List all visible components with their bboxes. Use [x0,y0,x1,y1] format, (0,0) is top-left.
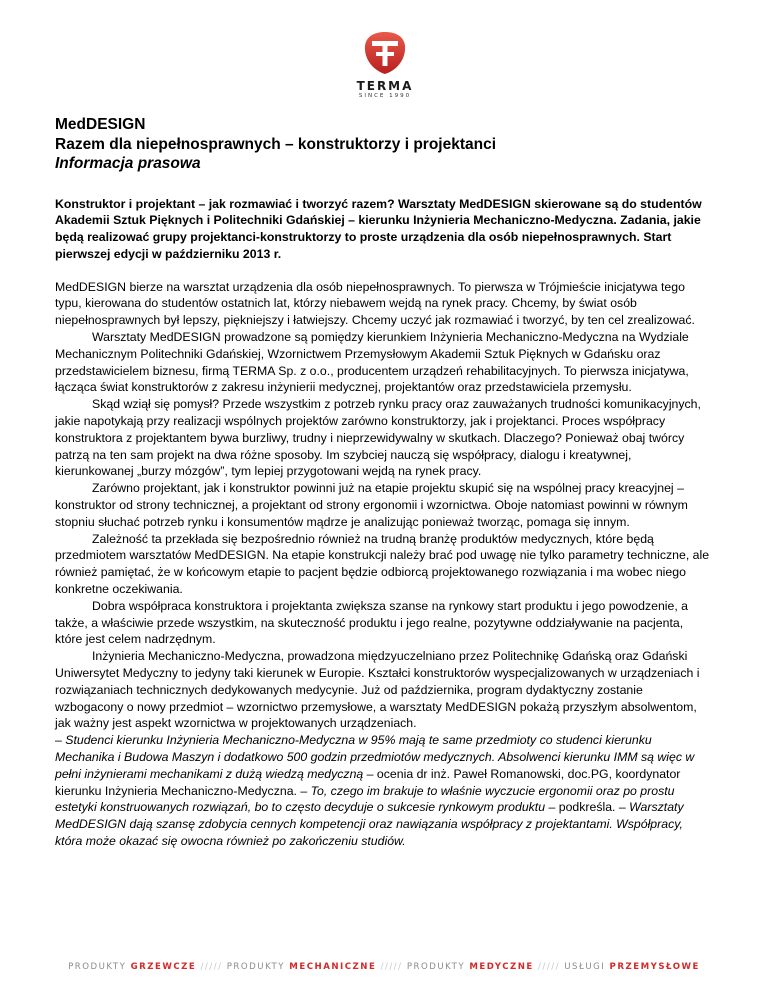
doc-type: Informacja prasowa [55,155,201,172]
attribution-2: – podkreśla. – [545,800,630,815]
footer-przemyslowe: PRZEMYSŁOWE [609,962,700,972]
footer-sep-1: ///// [200,962,223,972]
footer-sep-2: ///// [380,962,403,972]
paragraph-4: Zarówno projektant, jak i konstruktor powinni już na etapie projektu skupić się na wspólnej pracy kreacyjnej – konstruktor od strony technicznej, a projektant od strony ergonomii i wzornictwa. Oboje natomiast powinni w równym stopniu słuchać potrzeb rynku i konsumentów mądrze je analizując ponieważ tworząc, pomaga się innym. [55,481,688,529]
terma-logo [330,30,440,106]
quote-2: To, czego im brakuje to właśnie wyczucie ergonomii oraz po prostu estetyki konstruowanych rozwiązań, bo to często decyduje o sukcesie rynkowym produktu [55,783,675,815]
footer-medyczne: MEDYCZNE [469,962,534,972]
paragraph-5: Zależność ta przekłada się bezpośrednio również na trudną branżę produktów medycznych, które będą przedmiotem warsztatów MedDESIGN. Na etapie konstrukcji należy brać pod uwagę nie tylko parametry techniczne, ale również pamiętać, że w końcowym etapie to pacjent będzie odbiorcą projektowanego rozwiązania i ma wobec niego konkretne oczekiwania. [55,531,710,597]
footer-produkty-1: PRODUKTY [68,962,127,972]
paragraph-8 [55,732,713,850]
quote-3: Warsztaty MedDESIGN dają szansę zdobycia cennych kompetencji oraz nawiązania współpracy z projektantami. Współpracy, która może okazać się owocna również po zakończeniu studiów. [55,800,684,848]
footer-sep-3: ///// [538,962,561,972]
logo-since: SINCE 1990 [358,93,412,99]
footer-produkty-2: PRODUKTY [226,962,286,972]
paragraph-1: MedDESIGN bierze na warsztat urządzenia dla osób niepełnosprawnych. To pierwsza w Trójmieście inicjatywa tego typu, kierowana do studentów ostatnich lat, którzy niebawem wejdą na rynek pracy. Chcemy, by świat osób niepełnosprawnych był lepszy, piękniejszy i łatwiejszy. Chcemy uczyć jak rozmawiać i tworzyć, by ten cel zrealizować. [55,279,695,328]
footer-tagline [0,962,768,972]
footer-grzewcze: GRZEWCZE [130,962,197,972]
footer-uslugi: USŁUGI [564,962,606,972]
footer-produkty-3: PRODUKTY [406,962,466,972]
body-text [55,279,713,850]
paragraph-3: Skąd wziął się pomysł? Przede wszystkim z potrzeb rynku pracy oraz zauważanych trudności komunikacyjnych, jakie napotykają przy realizacji wspólnych projektów zarówno konstruktorzy, jak i projektanci. Proces współpracy konstruktora z projektantem bywa burzliwy, trudny i nieprzewidywalny w skutkach. Dlaczego? Ponieważ obaj twórcy patrzą na ten sam projekt na dwa różne sposoby. Im szybciej nauczą się współpracy, dialogu i kreatywnej, kierunkowanej „burzy mózgów”, tym lepiej przygotowani wejdą na rynek pracy. [55,397,701,479]
press-release [55,115,713,850]
paragraph-6: Dobra współpraca konstruktora i projektanta zwiększa szanse na rynkowy start produktu i jego powodzenie, a także, a właściwie przede wszystkim, na skuteczność produktu i jego realne, pozytywne oddziaływanie na pacjenta, które jest celem nadrzędnym. [55,598,689,647]
doc-subtitle: Razem dla niepełnosprawnych – konstruktorzy i projektanci [55,135,497,153]
footer-mechaniczne: MECHANICZNE [289,962,377,972]
logo-wordmark: TERMA [356,79,414,93]
terma-shield-icon [362,30,408,76]
doc-title: MedDESIGN [55,116,146,133]
paragraph-7: Inżynieria Mechaniczno-Medyczna, prowadzona międzyuczelniano przez Politechnikę Gdańską oraz Gdański Uniwersytet Medyczny to jedyny taki kierunek w Europie. Kształci konstruktorów wyspecjalizowanych w urządzeniach i rozwiązaniach technicznych dedykowanych medycynie. Już od października, program dydaktyczny zostanie wzbogacony o nowy przedmiot – wzornictwo przemysłowe, a warsztaty MedDESIGN pokażą przyszłym absolwentom, jak ważny jest aspekt wzornictwa w projektowanych urządzeniach. [55,649,700,731]
paragraph-2: Warsztaty MedDESIGN prowadzone są pomiędzy kierunkiem Inżynieria Mechaniczno-Medyczna na Wydziale Mechanicznym Politechniki Gdańskiej, Wzornictwem Przemysłowym Akademii Sztuk Pięknych w Gdańsku oraz przedstawicielem biznesu, firmą TERMA Sp. z o.o., producentem urządzeń rehabilitacyjnych. To pierwsza inicjatywa, łącząca świat konstruktorów z zakresu inżynierii medycznej, projektantów oraz przedstawiciela przemysłu. [55,330,689,395]
lead-paragraph: Konstruktor i projektant – jak rozmawiać i tworzyć razem? Warsztaty MedDESIGN skierowane są do studentów Akademii Sztuk Pięknych i Politechniki Gdańskiej – kierunku Inżynieria Mechaniczno-Medyczna. Zadania, jakie będą realizować grupy projektanci-konstruktorzy to proste urządzenia dla osób niepełnosprawnych. Start pierwszej edycji w październiku 2013 r. [55,196,702,261]
quote-1: Studenci kierunku Inżynieria Mechaniczno-Medyczna w 95% mają te same przedmioty co studenci kierunku Mechanika i Budowa Maszyn i dodatkowo 500 godzin przedmiotów medycznych. Absolwenci kierunku IMM są więc w pełni inżynierami mechanikami z dużą wiedzą medyczną [55,733,695,781]
quote-dash: – [55,733,66,748]
attribution: – ocenia dr inż. Paweł Romanowski, doc.PG, koordynator kierunku Inżynieria Mechaniczno-Medyczna. – [55,766,681,798]
